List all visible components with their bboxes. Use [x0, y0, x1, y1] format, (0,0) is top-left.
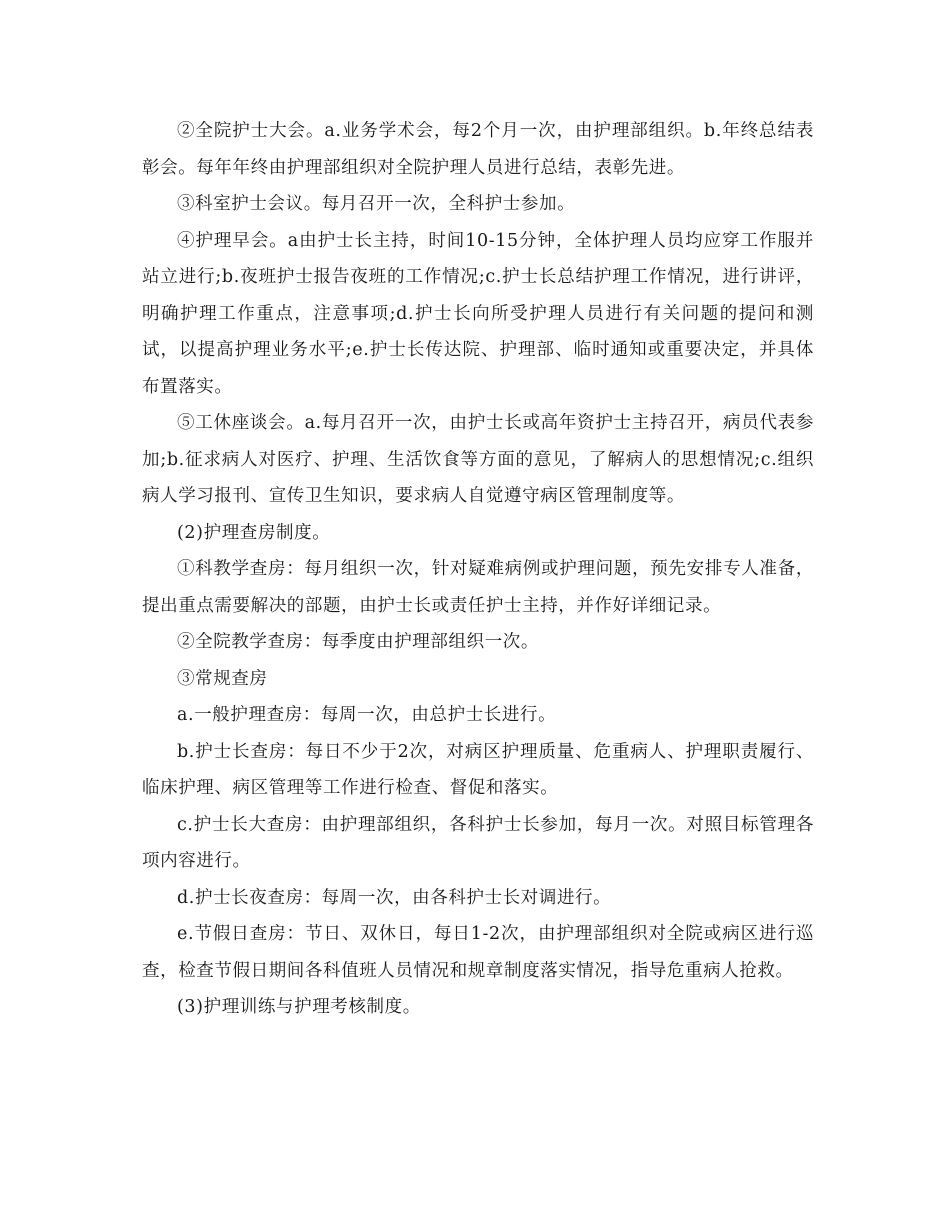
paragraph-holiday-rounds: e.节假日查房：节日、双休日，每日1-2次，由护理部组织对全院或病区进行巡查，检查节假日期间各科值班人员情况和规章制度落实情况，指导危重病人抢救。: [142, 924, 814, 981]
paragraph-routine-rounds: ③常规查房: [177, 668, 268, 689]
paragraph-morning-meeting: ④护理早会。a由护士长主持，时间10-15分钟，全体护理人员均应穿工作服并站立进行;b.夜班护士报告夜班的工作情况;c.护士长总结护理工作情况，进行讲评，明确护理工作重点，注意事项;d.护士长向所受护理人员进行有关问题的提问和测试，以提高护理业务水平;e.护士长传达院、护理部、临时通知或重要决定，并具体布置落实。: [142, 230, 814, 397]
paragraph-head-nurse-rounds: b.护士长查房：每日不少于2次，对病区护理质量、危重病人、护理职责履行、临床护理、病区管理等工作进行检查、督促和落实。: [142, 741, 814, 798]
document-body: [142, 113, 814, 1026]
paragraph-general-rounds: a.一般护理查房：每周一次，由总护士长进行。: [177, 705, 557, 725]
paragraph-teaching-rounds: ①科教学查房：每月组织一次，针对疑难病例或护理问题，预先安排专人准备，提出重点需要解决的部题，由护士长或责任护士主持，并作好详细记录。: [142, 559, 814, 616]
section-heading-training-assessment: (3)护理训练与护理考核制度。: [177, 997, 421, 1017]
paragraph-night-rounds: d.护士长夜查房：每周一次，由各科护士长对调进行。: [177, 887, 612, 908]
section-heading-ward-rounds: (2)护理查房制度。: [177, 522, 331, 543]
paragraph-head-nurse-grand-rounds: c.护士长大查房：由护理部组织，各科护士长参加，每月一次。对照目标管理各项内容进行。: [142, 814, 814, 871]
paragraph-hospital-teaching-rounds: ②全院教学查房：每季度由护理部组织一次。: [177, 632, 539, 652]
paragraph-nurse-conference: ②全院护士大会。a.业务学术会，每2个月一次，由护理部组织。b.年终总结表彰会。每年年终由护理部组织对全院护理人员进行总结，表彰先进。: [142, 121, 814, 178]
paragraph-department-meeting: ③科室护士会议。每月召开一次，全科护士参加。: [177, 194, 576, 214]
paragraph-patient-forum: ⑤工休座谈会。a.每月召开一次，由护士长或高年资护士主持召开，病员代表参加;b.征求病人对医疗、护理、生活饮食等方面的意见，了解病人的思想情况;c.组织病人学习报刊、宣传卫生知识，要求病人自觉遵守病区管理制度等。: [142, 413, 814, 506]
